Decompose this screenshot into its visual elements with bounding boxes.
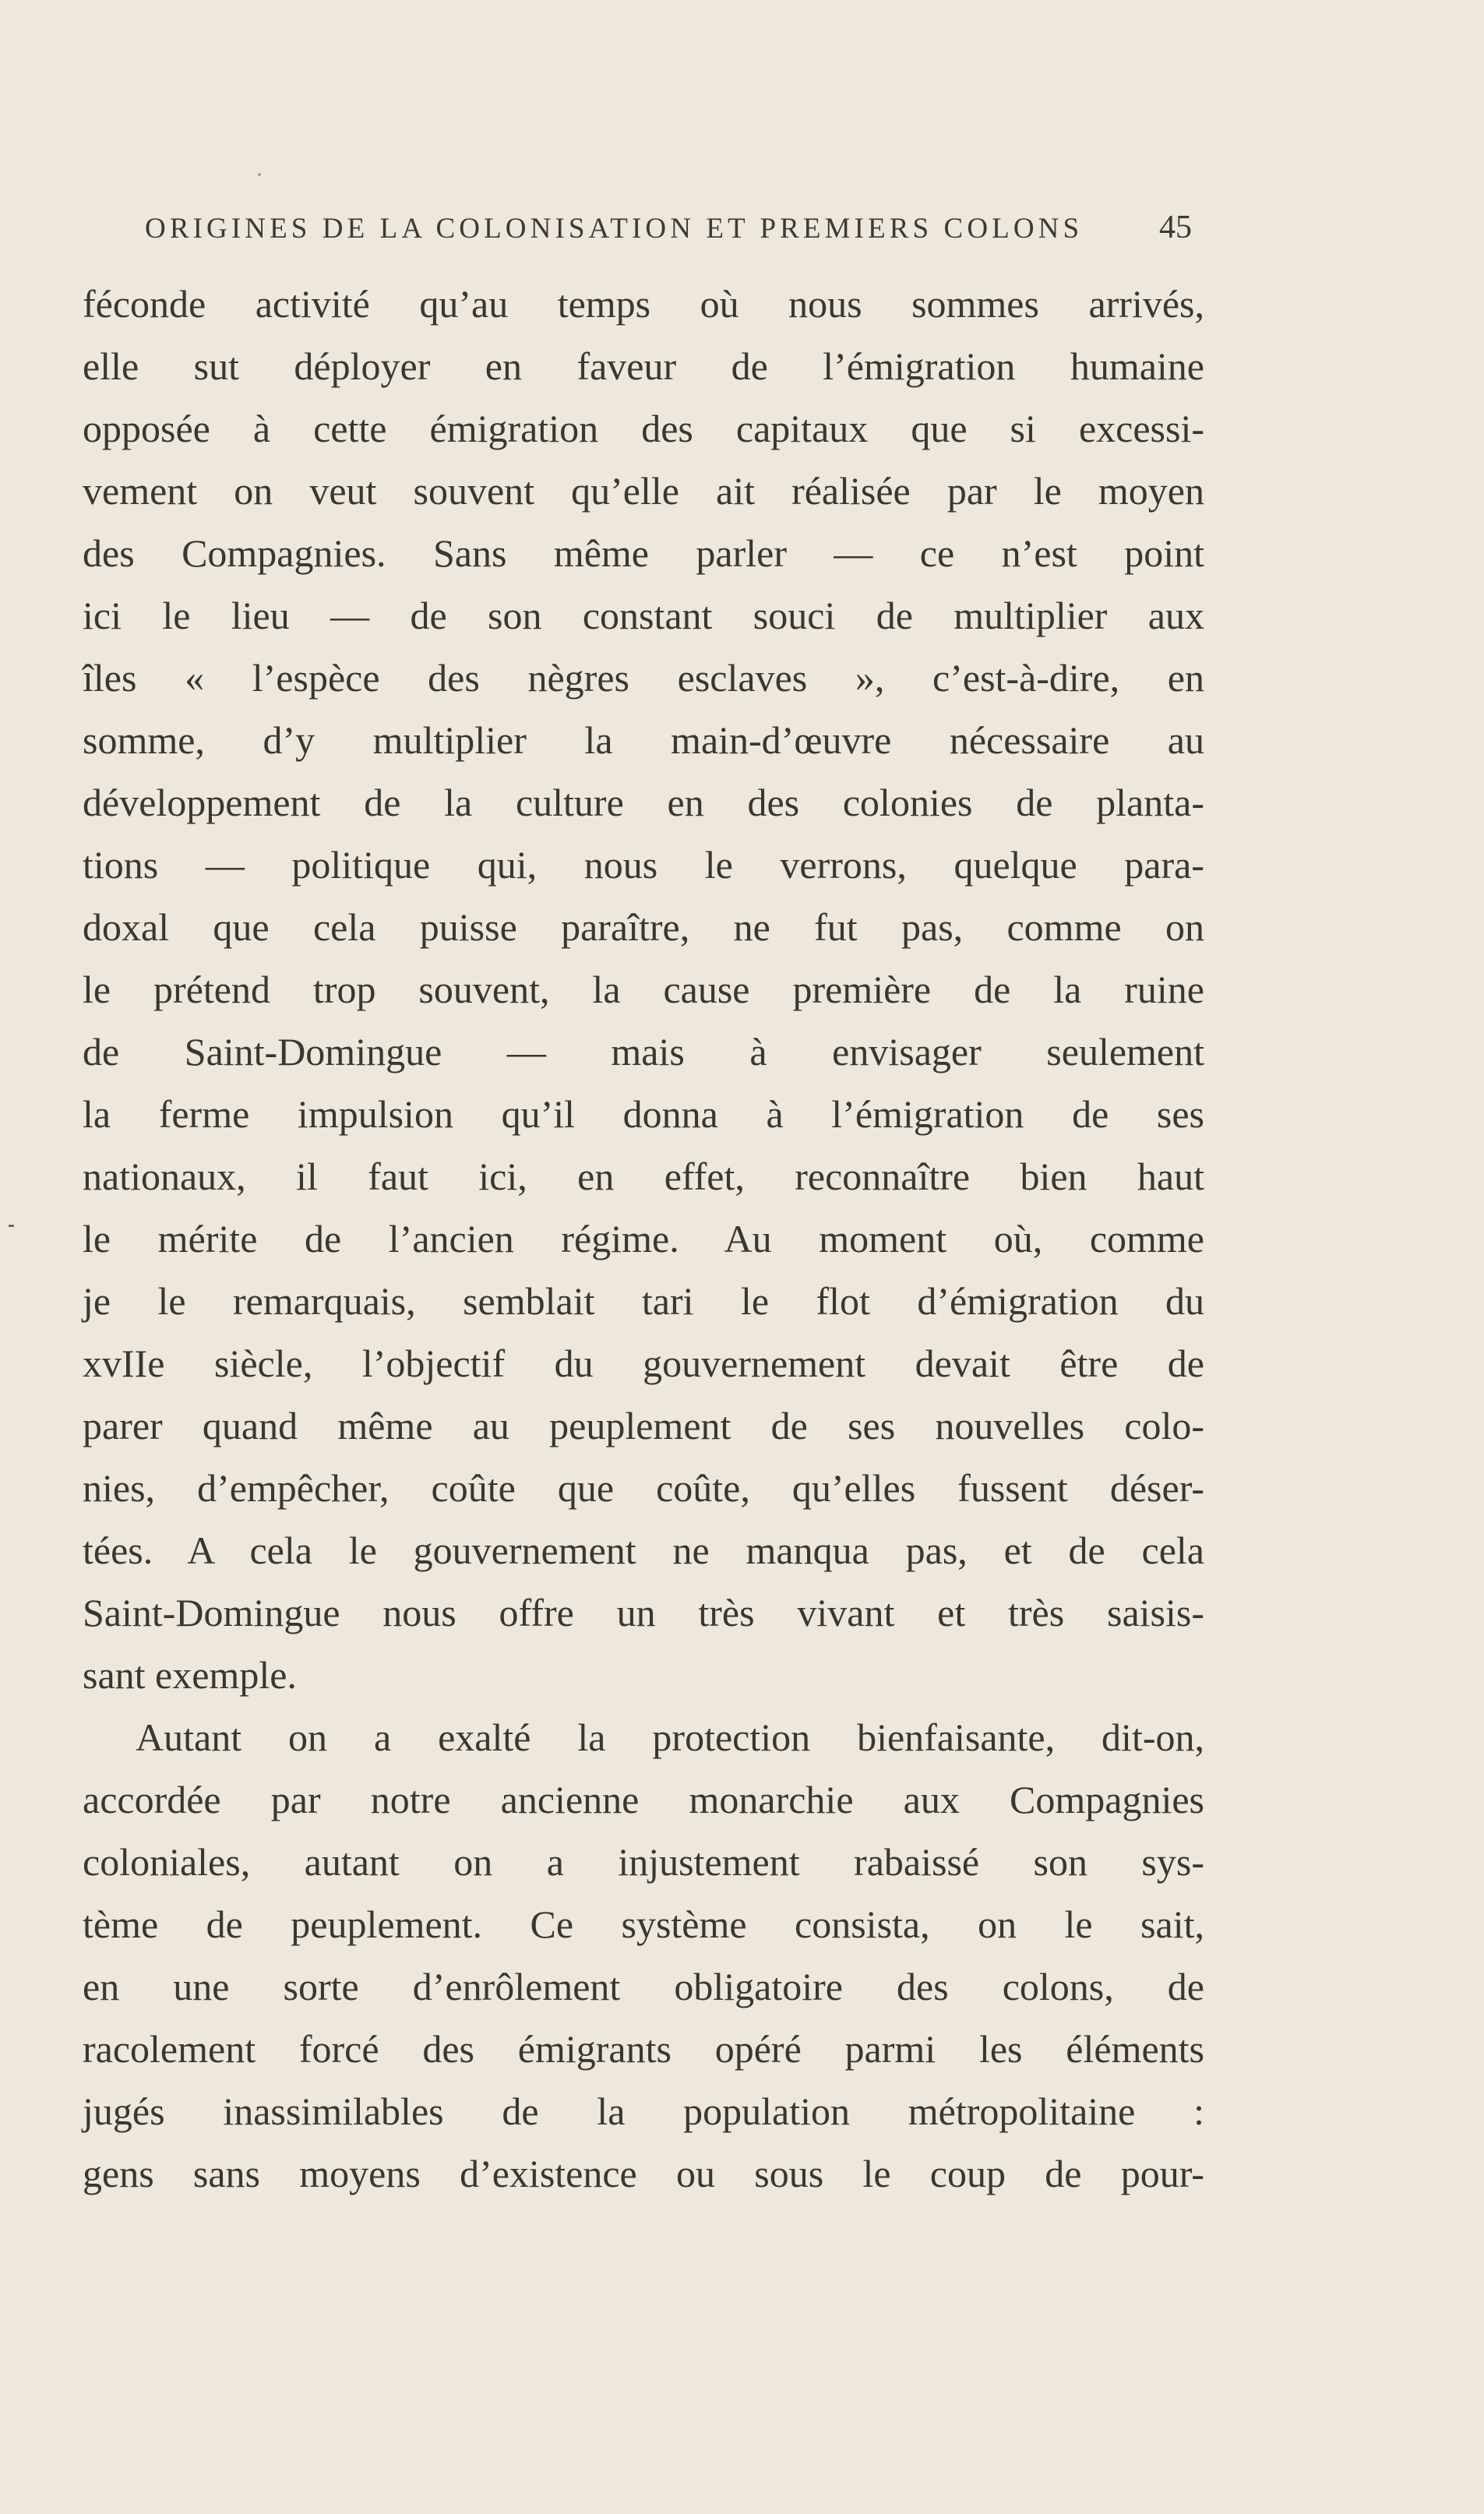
running-head: [145, 212, 1192, 259]
text-line: développement de la culture en des colonies de planta-: [83, 781, 1204, 824]
text-line: ici le lieu — de son constant souci de multiplier aux: [83, 594, 1204, 637]
paper-speck: [258, 173, 261, 176]
text-line: jugés inassimilables de la population métropolitaine :: [83, 2089, 1204, 2133]
body-text: [83, 273, 1204, 2205]
text-line: le prétend trop souvent, la cause première de la ruine: [83, 968, 1204, 1011]
text-line: le mérite de l’ancien régime. Au moment où, comme: [83, 1217, 1204, 1261]
text-line: Saint-Domingue nous offre un très vivant et très saisis-: [83, 1591, 1204, 1634]
text-line: en une sorte d’enrôlement obligatoire des colons, de: [83, 1965, 1204, 2008]
text-line: tées. A cela le gouvernement ne manqua pas, et de cela: [83, 1528, 1204, 1572]
text-line: vement on veut souvent qu’elle ait réalisée par le moyen: [83, 469, 1204, 513]
text-line: doxal que cela puisse paraître, ne fut pas, comme on: [83, 905, 1204, 949]
text-line: îles « l’espèce des nègres esclaves », c’est-à-dire, en: [83, 656, 1204, 700]
text-line: somme, d’y multiplier la main-d’œuvre nécessaire au: [83, 718, 1204, 762]
running-head-title: ORIGINES DE LA COLONISATION ET PREMIERS COLONS: [145, 213, 1084, 245]
text-line: racolement forcé des émigrants opéré parmi les éléments: [83, 2027, 1204, 2071]
text-line: parer quand même au peuplement de ses nouvelles colo-: [83, 1404, 1204, 1447]
text-line: tème de peuplement. Ce système consista, on le sait,: [83, 1902, 1204, 1946]
text-line: je le remarquais, semblait tari le flot d’émigration du: [83, 1279, 1204, 1323]
text-line: accordée par notre ancienne monarchie aux Compagnies: [83, 1778, 1204, 1821]
text-line: coloniales, autant on a injustement rabaissé son sys-: [83, 1840, 1204, 1884]
page-number: 45: [1159, 210, 1192, 245]
text-line: opposée à cette émigration des capitaux que si excessi-: [83, 407, 1204, 450]
text-line: xvIIe siècle, l’objectif du gouvernement devait être de: [83, 1342, 1204, 1385]
paragraph-1: [83, 273, 1204, 1706]
text-line: féconde activité qu’au temps où nous sommes arrivés,: [83, 282, 1204, 326]
text-line: sant exemple.: [83, 1653, 297, 1697]
text-line: gens sans moyens d’existence ou sous le coup de pour-: [83, 2152, 1204, 2195]
text-line: tions — politique qui, nous le verrons, quelque para-: [83, 843, 1204, 887]
margin-mark: [9, 1225, 14, 1227]
paragraph-2: [83, 1706, 1204, 2205]
text-line: elle sut déployer en faveur de l’émigration humaine: [83, 344, 1204, 388]
text-line: Autant on a exalté la protection bienfaisante, dit-on,: [136, 1715, 1204, 1759]
text-line: nies, d’empêcher, coûte que coûte, qu’elles fussent déser-: [83, 1466, 1204, 1510]
text-line: de Saint-Domingue — mais à envisager seulement: [83, 1030, 1204, 1074]
text-line: nationaux, il faut ici, en effet, reconnaître bien haut: [83, 1155, 1204, 1198]
text-line: la ferme impulsion qu’il donna à l’émigration de ses: [83, 1092, 1204, 1136]
text-line: des Compagnies. Sans même parler — ce n’est point: [83, 531, 1204, 575]
